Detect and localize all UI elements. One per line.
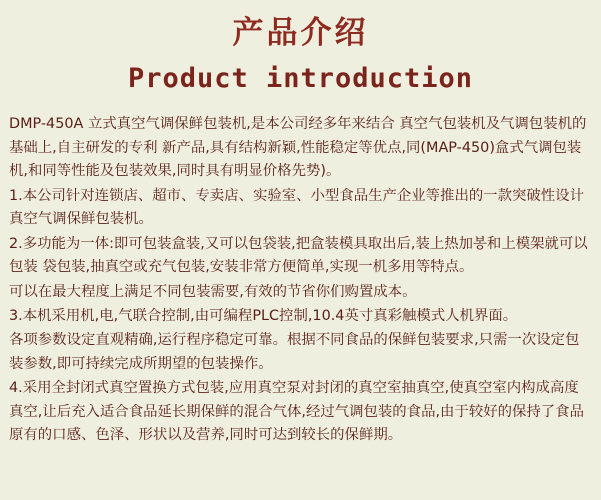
paragraph-item-3: 3.本机采用机,电,气联合控制,由可编程PLC控制,10.4英寸真彩触模式人机界面。 — [9, 308, 518, 324]
paragraph-item-4: 4.采用全封闭式真空置换方式包装,应用真空泵对封闭的真空室抽真空,使真空室内构成高度真空,让后充入适合食品延长期保鲜的混合气体,经过气调包装的食品,由于较好的保持了食品原有的口感、色泽、形状以及营养,同时可达到较长的保鲜期。 — [9, 380, 584, 444]
page-title-chinese: 产品介绍 — [232, 15, 369, 51]
paragraph-item-1: 1.本公司针对连锁店、超市、专卖店、实验室、小型食品生产企业等推出的一款突破性设计真空气调保鲜包装机。 — [9, 187, 584, 228]
paragraph-item-3-note: 各项参数设定直观精确,运行程序稳定可靠。根据不同食品的保鲜包装要求,只需一次设定包装参数,即可持续完成所期望的包装操作。 — [9, 332, 580, 372]
paragraph-item-2: 2.多功能为一体:即可包装盒装,又可以包袋装,把盒装模具取出后,装上热加봉和上模架就可以包装 袋包装,抽真空或充气包装,安装非常方便简单,实现一机多用等特点。 — [9, 235, 588, 276]
paragraph-item-2-note: 可以在最大程度上满足不同包装需要,有效的节省你们购置成本。 — [9, 283, 417, 300]
page-title-english: Product introduction — [127, 62, 474, 94]
paragraph-intro: DMP-450A 立式真空气调保鲜包装机,是本公司经多年来结合 真空气包装机及气调包装机的基础上,自主研发的专利 新产品,具有结构新颖,性能稳定等优点,同(MAP-450)盒式气调包装机,和同等性能及包装效果,同时具有明显价格先势)。 — [9, 116, 587, 180]
body-text — [9, 113, 592, 448]
title-block — [0, 0, 601, 99]
